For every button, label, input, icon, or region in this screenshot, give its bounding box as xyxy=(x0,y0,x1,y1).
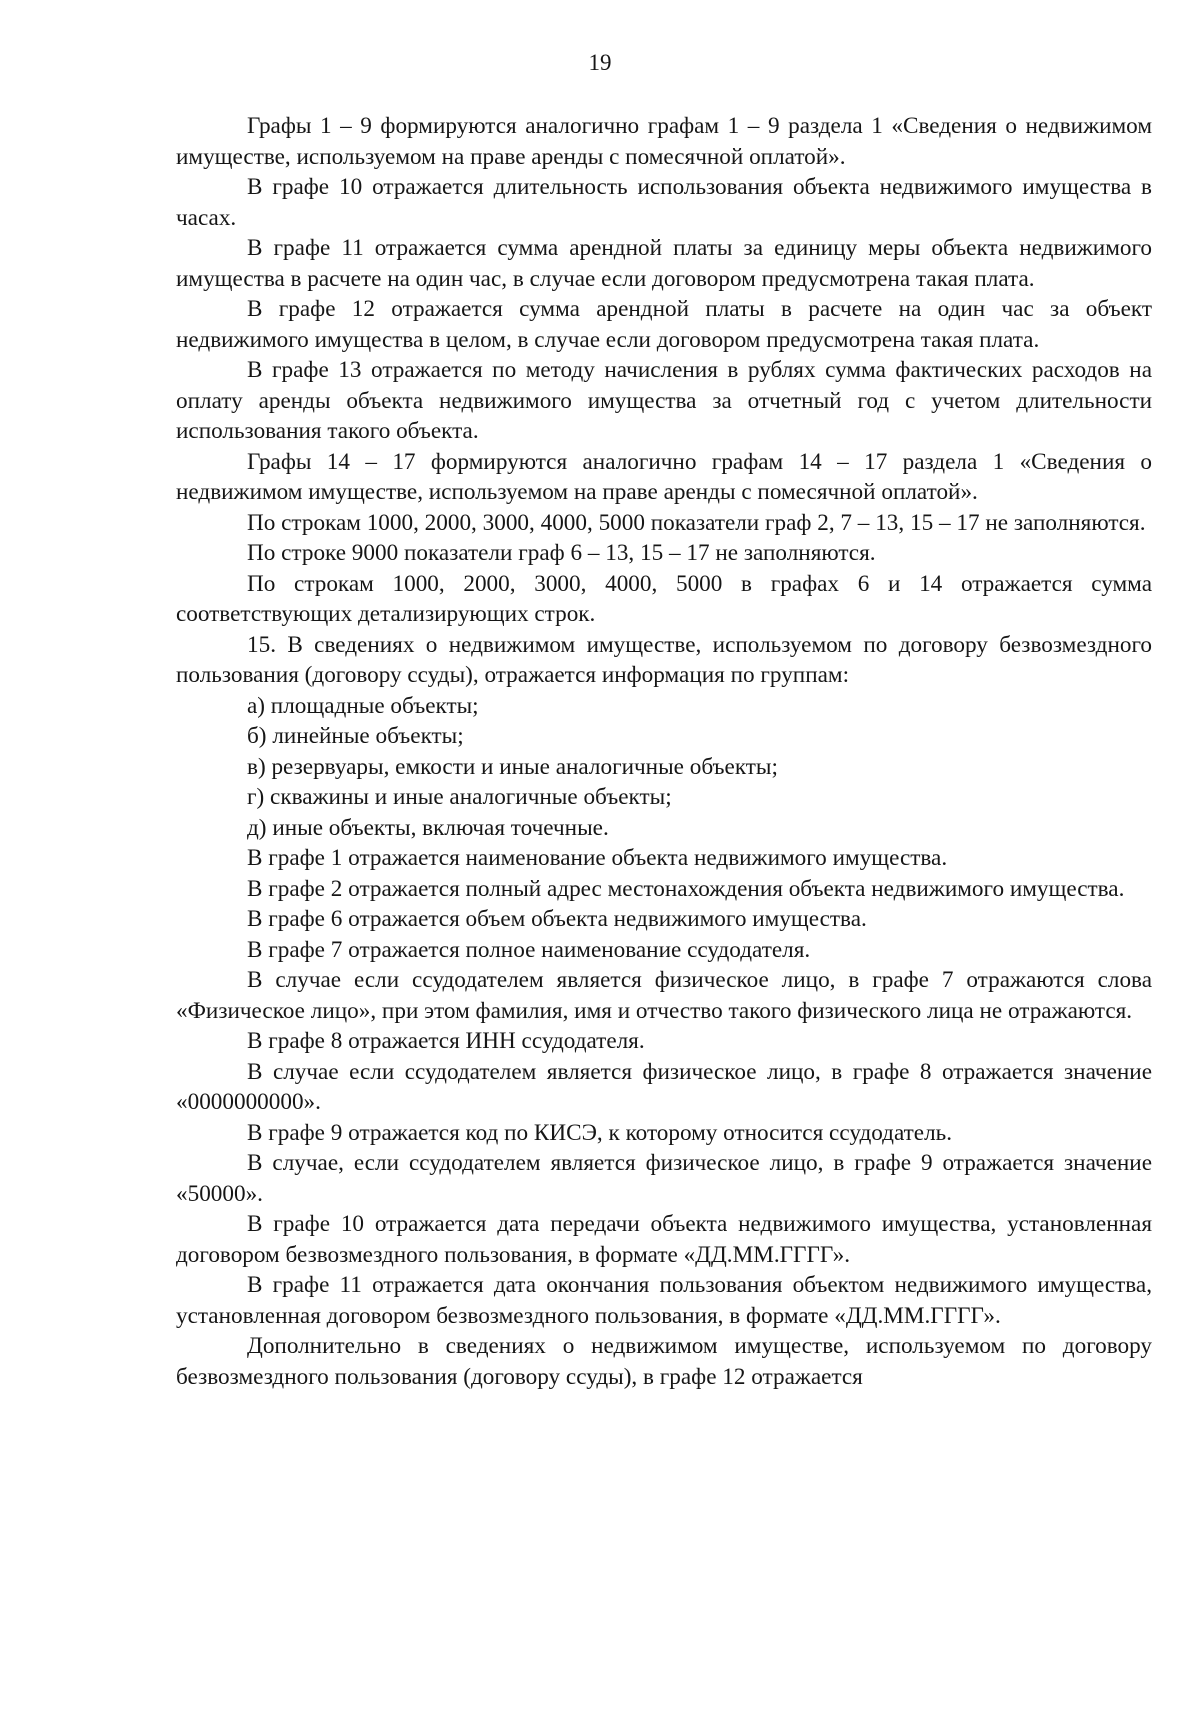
list-item: а) площадные объекты; xyxy=(247,692,479,719)
paragraph: В графе 10 отражается длительность использования объекта недвижимого имущества в часах. xyxy=(176,174,1152,231)
paragraph: В графе 11 отражается сумма арендной платы за единицу меры объекта недвижимого имущества в расчете на один час, в случае если договором предусмотрена такая плата. xyxy=(176,235,1152,292)
section-heading-paragraph: 15. В сведениях о недвижимом имуществе, используемом по договору безвозмездного пользования (договору ссуды), отражается информация по группам: xyxy=(176,631,1152,688)
paragraph: В графе 6 отражается объем объекта недвижимого имущества. xyxy=(247,906,867,932)
list-item: в) резервуары, емкости и иные аналогичные объекты; xyxy=(247,753,778,780)
paragraph: В графе 11 отражается дата окончания пользования объектом недвижимого имущества, установленная договором безвозмездного пользования, в формате «ДД.ММ.ГГГГ». xyxy=(176,1272,1152,1329)
paragraph: В графе 9 отражается код по КИСЭ, к которому относится ссудодатель. xyxy=(247,1119,953,1146)
document-body xyxy=(176,111,1152,1392)
paragraph: По строкам 1000, 2000, 3000, 4000, 5000 показатели граф 2, 7 – 13, 15 – 17 не заполняются. xyxy=(247,509,1146,536)
paragraph: Дополнительно в сведениях о недвижимом имуществе, используемом по договору безвозмездного пользования (договору ссуды), в графе 12 отражается xyxy=(176,1333,1152,1390)
paragraph: По строке 9000 показатели граф 6 – 13, 15 – 17 не заполняются. xyxy=(247,540,876,566)
paragraph: В графе 2 отражается полный адрес местонахождения объекта недвижимого имущества. xyxy=(247,875,1125,902)
paragraph: В случае если ссудодателем является физическое лицо, в графе 8 отражается значение «0000000000». xyxy=(176,1058,1152,1115)
paragraph: Графы 14 – 17 формируются аналогично графам 14 – 17 раздела 1 «Сведения о недвижимом имуществе, используемом на праве аренды с помесячной оплатой». xyxy=(176,448,1152,505)
paragraph: В графе 13 отражается по методу начисления в рублях сумма фактических расходов на оплату аренды объекта недвижимого имущества за отчетный год с учетом длительности использования такого объекта. xyxy=(176,357,1152,444)
list-item: д) иные объекты, включая точечные. xyxy=(247,814,609,841)
page-number: 19 xyxy=(588,50,612,75)
paragraph: В графе 1 отражается наименование объекта недвижимого имущества. xyxy=(247,845,948,871)
paragraph: В случае, если ссудодателем является физическое лицо, в графе 9 отражается значение «50000». xyxy=(176,1150,1152,1207)
paragraph: По строкам 1000, 2000, 3000, 4000, 5000 в графах 6 и 14 отражается сумма соответствующих детализирующих строк. xyxy=(176,570,1152,627)
paragraph: Графы 1 – 9 формируются аналогично графам 1 – 9 раздела 1 «Сведения о недвижимом имуществе, используемом на праве аренды с помесячной оплатой». xyxy=(176,113,1152,170)
paragraph: В случае если ссудодателем является физическое лицо, в графе 7 отражаются слова «Физическое лицо», при этом фамилия, имя и отчество такого физического лица не отражаются. xyxy=(176,967,1152,1024)
list-item: б) линейные объекты; xyxy=(247,723,464,749)
list-item: г) скважины и иные аналогичные объекты; xyxy=(247,784,672,810)
paragraph: В графе 8 отражается ИНН ссудодателя. xyxy=(247,1028,645,1054)
paragraph: В графе 7 отражается полное наименование ссудодателя. xyxy=(247,936,811,963)
paragraph: В графе 10 отражается дата передачи объекта недвижимого имущества, установленная договором безвозмездного пользования, в формате «ДД.ММ.ГГГГ». xyxy=(176,1211,1152,1268)
paragraph: В графе 12 отражается сумма арендной платы в расчете на один час за объект недвижимого имущества в целом, в случае если договором предусмотрена такая плата. xyxy=(176,296,1152,353)
